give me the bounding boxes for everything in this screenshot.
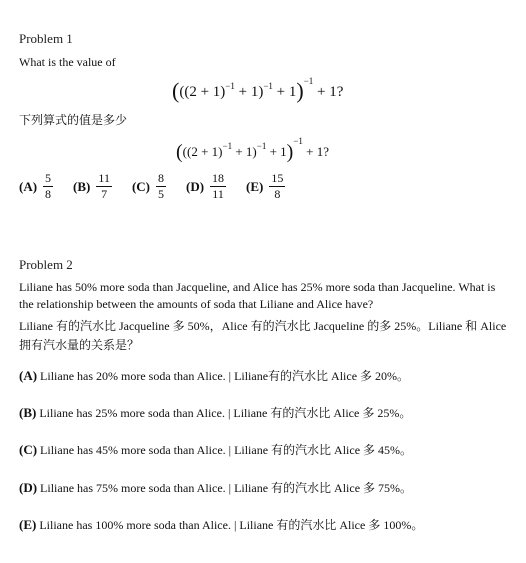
option-text: Liliane has 45% more soda than Alice. | Liliane 有的汽水比 Alice 多 45%。 [40, 443, 413, 457]
option-label: (C) [19, 442, 38, 457]
problem1-question-en: What is the value of [19, 55, 116, 69]
problem1-choices [19, 172, 305, 201]
choice-c[interactable] [132, 172, 166, 201]
option-text: Liliane has 100% more soda than Alice. | Liliane 有的汽水比 Alice 多 100%。 [39, 518, 424, 532]
choice-fraction: $\frac{18}{11}$ [212, 171, 225, 201]
problem1-expression-en: $(((2 + 1)^{-1} + 1)^{-1} + 1)^{-1} + 1$? [172, 76, 344, 103]
problem1-heading: Problem 1 [19, 31, 73, 46]
problem1-question-zh: 下列算式的值是多少 [19, 113, 128, 127]
choice-fraction: $\frac{11}{7}$ [98, 171, 110, 201]
option-c[interactable] [19, 441, 412, 458]
choice-label: (D) [186, 178, 205, 194]
problem2-question-en: Liliane has 50% more soda than Jacqueline, and Alice has 25% more soda than Jacqueline. What is the relationship between the amounts of soda that Liliane and Alice have? [19, 280, 496, 311]
problem2-heading: Problem 2 [19, 257, 73, 272]
choice-e[interactable] [246, 172, 285, 201]
option-label: (A) [19, 368, 38, 383]
option-label: (B) [19, 405, 37, 420]
choice-label: (C) [131, 178, 150, 194]
option-text: Liliane has 20% more soda than Alice. | Liliane有的汽水比 Alice 多 20%。 [40, 369, 410, 383]
option-a[interactable] [19, 367, 409, 384]
choice-a[interactable] [19, 172, 53, 201]
choice-b[interactable] [73, 172, 112, 201]
option-text: Liliane has 25% more soda than Alice. | Liliane 有的汽水比 Alice 多 25%。 [39, 406, 412, 420]
choice-d[interactable] [186, 172, 226, 201]
problem2-question-zh: Liliane 有的汽水比 Jacqueline 多 50%，Alice 有的汽水比 Jacqueline 的多 25%。Liliane 和 Alice 拥有汽水量的关系是？ [19, 319, 507, 352]
option-d[interactable] [19, 479, 412, 496]
option-label: (E) [19, 517, 37, 532]
option-text: Liliane has 75% more soda than Alice. | Liliane 有的汽水比 Alice 多 75%。 [40, 481, 413, 495]
option-b[interactable] [19, 404, 411, 421]
choice-fraction: $\frac{15}{8}$ [271, 171, 284, 201]
problem1-expression-zh: $(((2 + 1)^{-1} + 1)^{-1} + 1)^{-1} + 1$? [176, 136, 330, 163]
option-label: (D) [19, 480, 38, 495]
choice-label: (E) [246, 178, 264, 194]
choice-fraction: $\frac{8}{5}$ [158, 171, 164, 201]
choice-label: (B) [73, 178, 91, 194]
choice-label: (A) [19, 178, 38, 194]
choice-fraction: $\frac{5}{8}$ [45, 171, 52, 201]
option-e[interactable] [19, 516, 423, 533]
